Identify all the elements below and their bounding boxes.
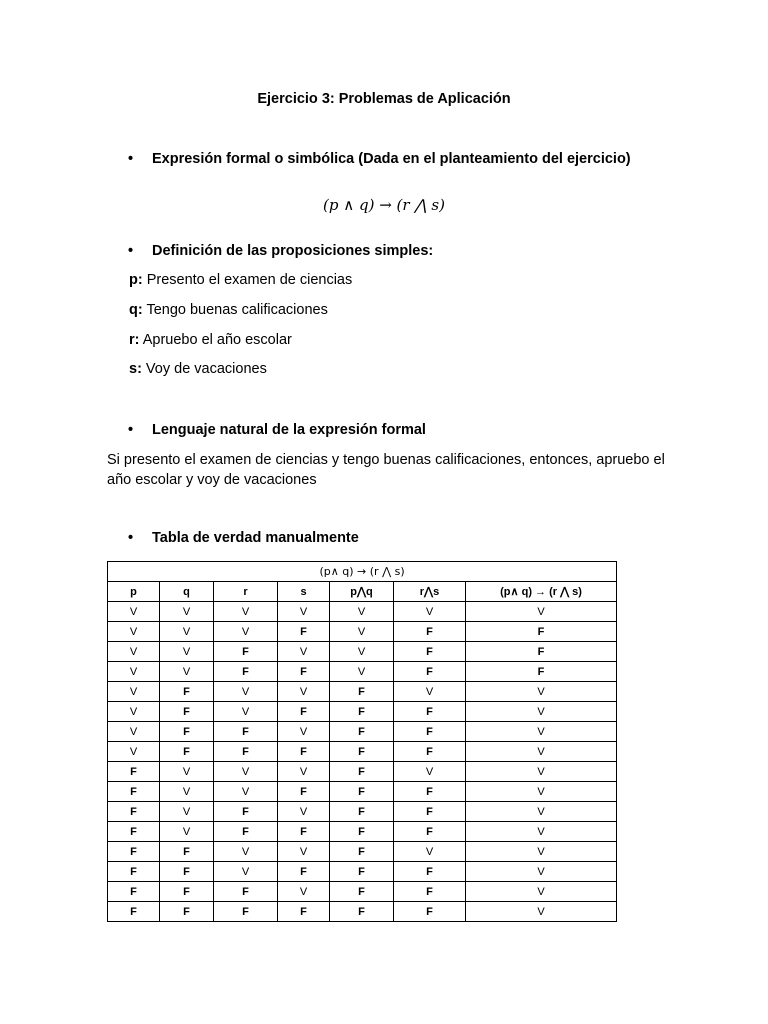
table-row [108,802,617,822]
table-cell: V [108,702,160,722]
table-cell: V [330,662,394,682]
table-cell: V [108,642,160,662]
table-cell: V [278,642,330,662]
table-row [108,722,617,742]
table-cell: F [160,742,214,762]
table-row [108,702,617,722]
column-header-p-and-q: p⋀q [330,582,394,602]
table-cell: F [108,902,160,922]
table-cell: F [330,762,394,782]
table-row [108,662,617,682]
table-cell: V [214,682,278,702]
column-header-r-and-s: r⋀s [394,582,466,602]
table-cell: F [278,782,330,802]
table-cell: V [214,702,278,722]
proposition-p [129,272,352,288]
table-cell: F [108,782,160,802]
bullet-icon: • [128,151,134,167]
column-header-s: s [278,582,330,602]
table-cell: F [214,822,278,842]
table-cell: F [394,662,466,682]
table-cell: F [278,902,330,922]
table-cell: F [214,882,278,902]
table-cell: V [108,622,160,642]
table-cell: F [278,622,330,642]
proposition-key: q: [129,302,143,318]
table-cell: V [214,862,278,882]
bullet-icon: • [128,530,134,546]
table-cell: V [278,842,330,862]
table-caption-row [108,562,617,582]
proposition-key: r: [129,332,140,348]
table-row [108,882,617,902]
table-cell: F [214,642,278,662]
table-cell: F [330,902,394,922]
table-cell: V [330,622,394,642]
proposition-key: p: [129,272,143,288]
table-cell: F [160,702,214,722]
table-cell: F [108,822,160,842]
table-cell: F [330,822,394,842]
table-cell: F [394,722,466,742]
table-cell: V [108,602,160,622]
table-cell: V [108,662,160,682]
proposition-key: s: [129,361,142,377]
table-cell: F [160,882,214,902]
table-cell: V [466,882,617,902]
table-cell: V [466,762,617,782]
table-cell: V [214,602,278,622]
table-cell: F [214,722,278,742]
table-cell: V [330,642,394,662]
table-cell: F [160,862,214,882]
table-cell: F [394,642,466,662]
table-cell: V [214,622,278,642]
section-heading: Expresión formal o simbólica (Dada en el planteamiento del ejercicio) [152,151,631,167]
table-header-row [108,582,617,602]
proposition-s [129,361,267,377]
proposition-text: Apruebo el año escolar [139,332,292,348]
table-cell: V [466,802,617,822]
table-cell: V [466,862,617,882]
proposition-text: Tengo buenas calificaciones [142,302,328,318]
table-cell: V [394,842,466,862]
column-header-p: p [108,582,160,602]
table-cell: V [466,702,617,722]
table-row [108,762,617,782]
table-cell: V [108,682,160,702]
natural-language-text: Si presento el examen de ciencias y tengo buenas calificaciones, entonces, apruebo el año escolar y voy de vacaciones [107,452,665,488]
table-row [108,642,617,662]
bullet-icon: • [128,422,134,438]
table-cell: V [466,822,617,842]
table-cell: F [330,882,394,902]
table-cell: V [466,782,617,802]
table-cell: V [278,762,330,782]
table-cell: V [214,842,278,862]
table-row [108,902,617,922]
table-row [108,782,617,802]
table-cell: V [394,602,466,622]
column-header-r: r [214,582,278,602]
table-cell: V [278,882,330,902]
table-cell: F [214,902,278,922]
table-row [108,602,617,622]
section-heading: Tabla de verdad manualmente [152,530,359,546]
table-row [108,822,617,842]
table-cell: V [160,802,214,822]
formal-expression: (p ∧ q) → (r ⋀ s) [323,196,445,214]
table-cell: F [278,662,330,682]
table-row [108,842,617,862]
table-cell: V [108,742,160,762]
table-cell: F [278,862,330,882]
proposition-text: Voy de vacaciones [141,361,267,377]
table-cell: V [160,622,214,642]
table-cell: V [278,802,330,822]
table-cell: F [466,642,617,662]
truth-table [107,561,617,922]
table-cell: V [466,842,617,862]
table-cell: V [214,782,278,802]
table-cell: F [330,782,394,802]
table-row [108,682,617,702]
table-cell: V [214,762,278,782]
table-cell: V [160,762,214,782]
table-cell: V [466,742,617,762]
table-row [108,622,617,642]
table-cell: F [278,742,330,762]
section-heading: Lenguaje natural de la expresión formal [152,422,426,438]
table-cell: F [394,742,466,762]
table-cell: F [394,862,466,882]
table-cell: V [466,682,617,702]
table-cell: F [394,902,466,922]
table-cell: V [160,602,214,622]
table-cell: F [330,682,394,702]
table-cell: F [330,802,394,822]
proposition-q [129,302,328,318]
table-cell: F [466,622,617,642]
table-cell: F [214,662,278,682]
table-cell: F [108,842,160,862]
table-row [108,742,617,762]
page-title: Ejercicio 3: Problemas de Aplicación [257,91,511,107]
table-cell: F [394,622,466,642]
table-cell: F [278,702,330,722]
table-cell: F [330,862,394,882]
table-cell: V [466,902,617,922]
table-cell: F [160,722,214,742]
table-cell: V [394,682,466,702]
table-cell: F [394,882,466,902]
table-cell: F [466,662,617,682]
section-heading: Definición de las proposiciones simples: [152,243,434,259]
column-header-implication: (p∧ q) → (r ⋀ s) [466,582,617,602]
table-cell: F [330,742,394,762]
table-cell: F [394,702,466,722]
table-cell: V [160,822,214,842]
table-cell: V [278,682,330,702]
table-cell: F [214,742,278,762]
table-cell: V [160,662,214,682]
table-cell: F [330,842,394,862]
table-cell: V [466,602,617,622]
table-cell: V [278,602,330,622]
table-cell: F [394,782,466,802]
table-cell: F [160,682,214,702]
table-cell: V [330,602,394,622]
proposition-r [129,332,292,348]
table-cell: F [278,822,330,842]
proposition-text: Presento el examen de ciencias [142,272,353,288]
table-cell: F [108,862,160,882]
table-cell: V [108,722,160,742]
table-cell: F [330,722,394,742]
table-cell: F [214,802,278,822]
table-cell: V [160,642,214,662]
table-cell: V [278,722,330,742]
table-cell: F [330,702,394,722]
table-cell: F [160,842,214,862]
table-cell: F [108,802,160,822]
table-row [108,862,617,882]
table-cell: V [160,782,214,802]
column-header-q: q [160,582,214,602]
bullet-icon: • [128,243,134,259]
table-cell: V [466,722,617,742]
table-caption: (p∧ q) → (r ⋀ s) [108,562,617,582]
table-cell: V [394,762,466,782]
table-cell: F [108,762,160,782]
table-cell: F [394,822,466,842]
table-cell: F [160,902,214,922]
table-cell: F [394,802,466,822]
table-cell: F [108,882,160,902]
